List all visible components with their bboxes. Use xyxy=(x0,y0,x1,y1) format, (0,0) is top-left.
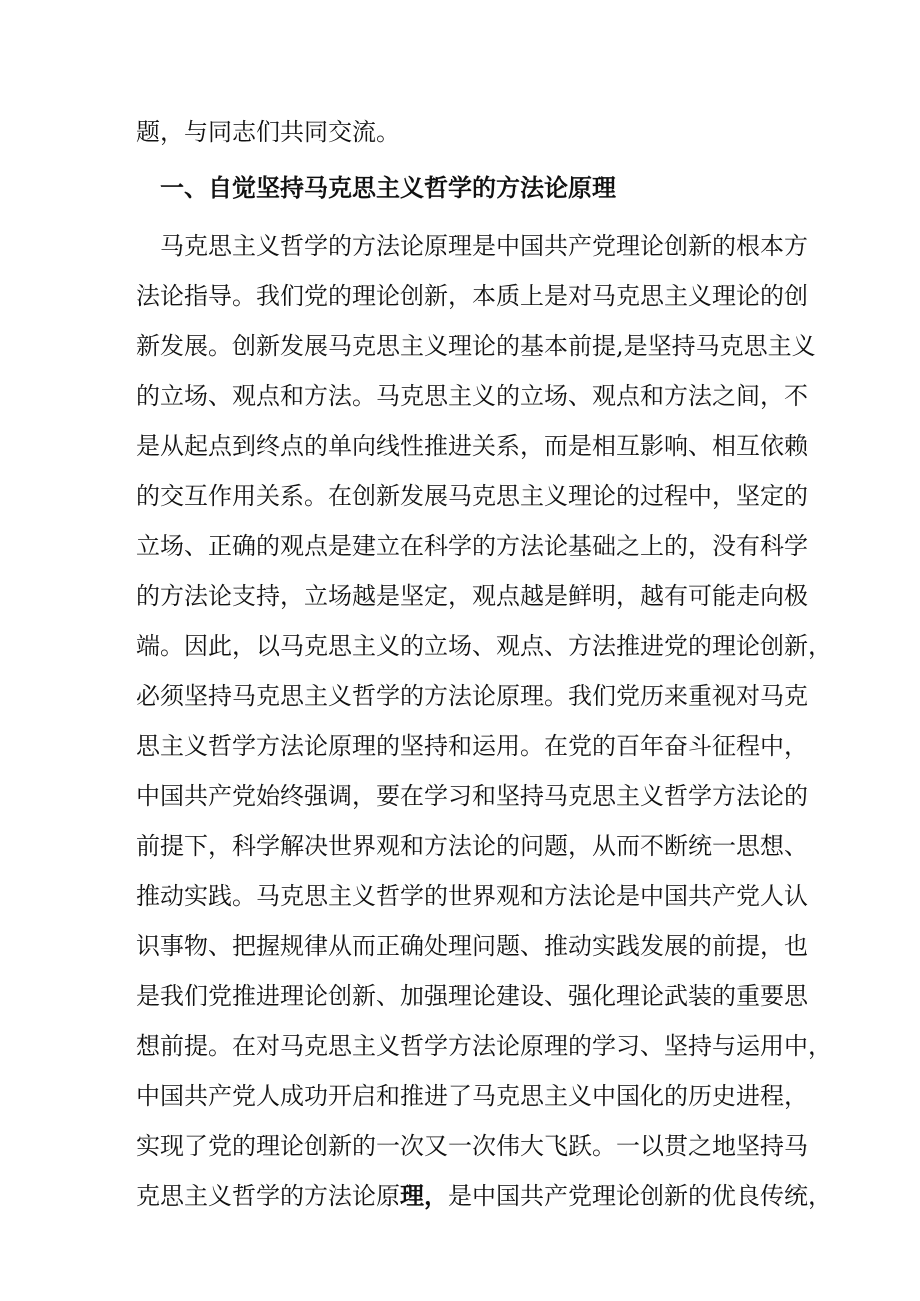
text-line-13: 中国共产党始终强调，要在学习和坚持马克思主义哲学方法论的 xyxy=(136,782,808,810)
section-heading: 一、自觉坚持马克思主义哲学的方法论原理 xyxy=(160,174,616,202)
text-line-9: 的方法论支持，立场越是坚定，观点越是鲜明，越有可能走向极 xyxy=(136,582,808,610)
text-line-11: 必须坚持马克思主义哲学的方法论原理。我们党历来重视对马克 xyxy=(136,682,808,710)
text-line-6: 是从起点到终点的单向线性推进关系，而是相互影响、相互依赖 xyxy=(136,432,808,460)
text-line-21 xyxy=(136,1176,832,1216)
text-line-7: 的交互作用关系。在创新发展马克思主义理论的过程中，坚定的 xyxy=(136,482,808,510)
text-line-21-part1: 克思主义哲学的方法论原 xyxy=(136,1182,400,1210)
text-line-3: 法论指导。我们党的理论创新，本质上是对马克思主义理论的创 xyxy=(136,282,808,310)
text-line-20: 实现了党的理论创新的一次又一次伟大飞跃。一以贯之地坚持马 xyxy=(136,1132,808,1160)
text-line-12: 思主义哲学方法论原理的坚持和运用。在党的百年奋斗征程中， xyxy=(136,732,808,760)
text-line-16: 识事物、把握规律从而正确处理问题、推动实践发展的前提，也 xyxy=(136,932,808,960)
text-line-21-part2: 是中国共产党理论创新的优良传统， xyxy=(448,1182,832,1210)
text-line-8: 立场、正确的观点是建立在科学的方法论基础之上的，没有科学 xyxy=(136,532,808,560)
text-line-1: 题，与同志们共同交流。 xyxy=(136,118,400,146)
text-line-15: 推动实践。马克思主义哲学的世界观和方法论是中国共产党人认 xyxy=(136,882,808,910)
text-line-17: 是我们党推进理论创新、加强理论建设、强化理论武装的重要思 xyxy=(136,982,808,1010)
text-line-2: 马克思主义哲学的方法论原理是中国共产党理论创新的根本方 xyxy=(160,232,808,260)
text-line-5: 的立场、观点和方法。马克思主义的立场、观点和方法之间，不 xyxy=(136,382,808,410)
text-line-10: 端。因此，以马克思主义的立场、观点、方法推进党的理论创新， xyxy=(136,632,832,660)
text-line-21-bold: 理， xyxy=(400,1181,448,1210)
text-line-18: 想前提。在对马克思主义哲学方法论原理的学习、坚持与运用中， xyxy=(136,1032,832,1060)
text-line-14: 前提下，科学解决世界观和方法论的问题，从而不断统一思想、 xyxy=(136,832,808,860)
text-line-4: 新发展。创新发展马克思主义理论的基本前提,是坚持马克思主义 xyxy=(136,332,816,360)
text-line-19: 中国共产党人成功开启和推进了马克思主义中国化的历史进程， xyxy=(136,1082,808,1110)
